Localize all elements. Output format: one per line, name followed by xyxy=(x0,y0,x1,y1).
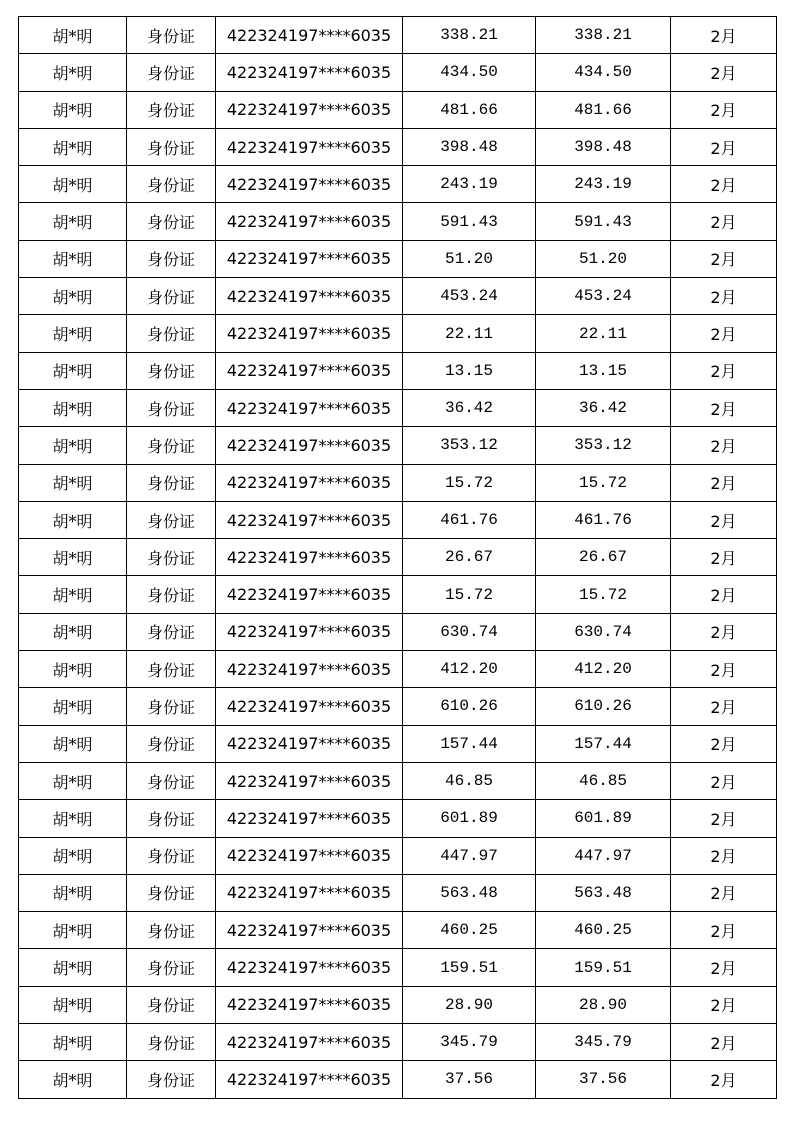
paid-amount-cell: 630.74 xyxy=(536,613,671,650)
id-type-cell: 身份证 xyxy=(127,240,216,277)
name-cell: 胡*明 xyxy=(19,986,127,1023)
month-cell: 2月 xyxy=(671,576,777,613)
name-cell: 胡*明 xyxy=(19,464,127,501)
month-cell: 2月 xyxy=(671,651,777,688)
paid-amount-cell: 15.72 xyxy=(536,464,671,501)
month-cell: 2月 xyxy=(671,464,777,501)
table-row xyxy=(19,762,777,799)
amount-cell: 353.12 xyxy=(403,427,536,464)
month-cell: 2月 xyxy=(671,912,777,949)
name-cell: 胡*明 xyxy=(19,651,127,688)
name-cell: 胡*明 xyxy=(19,874,127,911)
name-cell: 胡*明 xyxy=(19,576,127,613)
paid-amount-cell: 345.79 xyxy=(536,1024,671,1061)
paid-amount-cell: 461.76 xyxy=(536,501,671,538)
id-type-cell: 身份证 xyxy=(127,725,216,762)
name-cell: 胡*明 xyxy=(19,837,127,874)
id-type-cell: 身份证 xyxy=(127,912,216,949)
month-cell: 2月 xyxy=(671,1061,777,1098)
id-type-cell: 身份证 xyxy=(127,352,216,389)
id-type-cell: 身份证 xyxy=(127,874,216,911)
id-type-cell: 身份证 xyxy=(127,539,216,576)
paid-amount-cell: 447.97 xyxy=(536,837,671,874)
name-cell: 胡*明 xyxy=(19,278,127,315)
id-type-cell: 身份证 xyxy=(127,688,216,725)
id-type-cell: 身份证 xyxy=(127,1061,216,1098)
table-row xyxy=(19,128,777,165)
id-number-cell: 422324197****6035 xyxy=(216,427,403,464)
table-row xyxy=(19,986,777,1023)
amount-cell: 460.25 xyxy=(403,912,536,949)
amount-cell: 434.50 xyxy=(403,54,536,91)
payment-table xyxy=(18,16,777,1099)
id-type-cell: 身份证 xyxy=(127,837,216,874)
id-number-cell: 422324197****6035 xyxy=(216,837,403,874)
paid-amount-cell: 51.20 xyxy=(536,240,671,277)
paid-amount-cell: 434.50 xyxy=(536,54,671,91)
paid-amount-cell: 398.48 xyxy=(536,128,671,165)
id-number-cell: 422324197****6035 xyxy=(216,539,403,576)
month-cell: 2月 xyxy=(671,91,777,128)
name-cell: 胡*明 xyxy=(19,501,127,538)
paid-amount-cell: 37.56 xyxy=(536,1061,671,1098)
amount-cell: 601.89 xyxy=(403,800,536,837)
id-number-cell: 422324197****6035 xyxy=(216,17,403,54)
amount-cell: 461.76 xyxy=(403,501,536,538)
id-type-cell: 身份证 xyxy=(127,128,216,165)
name-cell: 胡*明 xyxy=(19,613,127,650)
amount-cell: 157.44 xyxy=(403,725,536,762)
month-cell: 2月 xyxy=(671,800,777,837)
name-cell: 胡*明 xyxy=(19,352,127,389)
month-cell: 2月 xyxy=(671,986,777,1023)
name-cell: 胡*明 xyxy=(19,17,127,54)
id-number-cell: 422324197****6035 xyxy=(216,1024,403,1061)
id-number-cell: 422324197****6035 xyxy=(216,800,403,837)
id-type-cell: 身份证 xyxy=(127,762,216,799)
amount-cell: 412.20 xyxy=(403,651,536,688)
name-cell: 胡*明 xyxy=(19,688,127,725)
id-type-cell: 身份证 xyxy=(127,613,216,650)
paid-amount-cell: 353.12 xyxy=(536,427,671,464)
id-type-cell: 身份证 xyxy=(127,501,216,538)
paid-amount-cell: 157.44 xyxy=(536,725,671,762)
paid-amount-cell: 481.66 xyxy=(536,91,671,128)
paid-amount-cell: 412.20 xyxy=(536,651,671,688)
paid-amount-cell: 13.15 xyxy=(536,352,671,389)
table-row xyxy=(19,725,777,762)
id-type-cell: 身份证 xyxy=(127,17,216,54)
table-row xyxy=(19,874,777,911)
table-row xyxy=(19,352,777,389)
month-cell: 2月 xyxy=(671,725,777,762)
name-cell: 胡*明 xyxy=(19,1024,127,1061)
table-row xyxy=(19,54,777,91)
month-cell: 2月 xyxy=(671,539,777,576)
name-cell: 胡*明 xyxy=(19,54,127,91)
id-type-cell: 身份证 xyxy=(127,278,216,315)
month-cell: 2月 xyxy=(671,203,777,240)
table-row xyxy=(19,315,777,352)
month-cell: 2月 xyxy=(671,427,777,464)
id-number-cell: 422324197****6035 xyxy=(216,240,403,277)
table-row xyxy=(19,539,777,576)
table-row xyxy=(19,464,777,501)
id-type-cell: 身份证 xyxy=(127,1024,216,1061)
name-cell: 胡*明 xyxy=(19,166,127,203)
amount-cell: 22.11 xyxy=(403,315,536,352)
id-number-cell: 422324197****6035 xyxy=(216,762,403,799)
id-number-cell: 422324197****6035 xyxy=(216,278,403,315)
amount-cell: 345.79 xyxy=(403,1024,536,1061)
amount-cell: 36.42 xyxy=(403,389,536,426)
month-cell: 2月 xyxy=(671,1024,777,1061)
amount-cell: 610.26 xyxy=(403,688,536,725)
id-number-cell: 422324197****6035 xyxy=(216,688,403,725)
name-cell: 胡*明 xyxy=(19,912,127,949)
table-row xyxy=(19,240,777,277)
id-type-cell: 身份证 xyxy=(127,91,216,128)
paid-amount-cell: 453.24 xyxy=(536,278,671,315)
id-number-cell: 422324197****6035 xyxy=(216,912,403,949)
amount-cell: 338.21 xyxy=(403,17,536,54)
id-type-cell: 身份证 xyxy=(127,800,216,837)
amount-cell: 591.43 xyxy=(403,203,536,240)
id-number-cell: 422324197****6035 xyxy=(216,91,403,128)
month-cell: 2月 xyxy=(671,501,777,538)
month-cell: 2月 xyxy=(671,762,777,799)
month-cell: 2月 xyxy=(671,874,777,911)
id-type-cell: 身份证 xyxy=(127,651,216,688)
name-cell: 胡*明 xyxy=(19,762,127,799)
month-cell: 2月 xyxy=(671,949,777,986)
paid-amount-cell: 46.85 xyxy=(536,762,671,799)
table-row xyxy=(19,203,777,240)
month-cell: 2月 xyxy=(671,278,777,315)
name-cell: 胡*明 xyxy=(19,800,127,837)
id-type-cell: 身份证 xyxy=(127,576,216,613)
name-cell: 胡*明 xyxy=(19,240,127,277)
paid-amount-cell: 460.25 xyxy=(536,912,671,949)
month-cell: 2月 xyxy=(671,389,777,426)
name-cell: 胡*明 xyxy=(19,725,127,762)
table-body xyxy=(19,17,777,1099)
amount-cell: 398.48 xyxy=(403,128,536,165)
table-row xyxy=(19,688,777,725)
id-type-cell: 身份证 xyxy=(127,54,216,91)
name-cell: 胡*明 xyxy=(19,128,127,165)
paid-amount-cell: 28.90 xyxy=(536,986,671,1023)
id-number-cell: 422324197****6035 xyxy=(216,949,403,986)
id-type-cell: 身份证 xyxy=(127,389,216,426)
table-row xyxy=(19,166,777,203)
month-cell: 2月 xyxy=(671,128,777,165)
amount-cell: 453.24 xyxy=(403,278,536,315)
paid-amount-cell: 563.48 xyxy=(536,874,671,911)
paid-amount-cell: 26.67 xyxy=(536,539,671,576)
table-row xyxy=(19,613,777,650)
name-cell: 胡*明 xyxy=(19,1061,127,1098)
month-cell: 2月 xyxy=(671,240,777,277)
name-cell: 胡*明 xyxy=(19,315,127,352)
table-row xyxy=(19,837,777,874)
id-type-cell: 身份证 xyxy=(127,427,216,464)
id-number-cell: 422324197****6035 xyxy=(216,874,403,911)
document-page xyxy=(18,16,776,1099)
amount-cell: 630.74 xyxy=(403,613,536,650)
table-row xyxy=(19,651,777,688)
id-number-cell: 422324197****6035 xyxy=(216,352,403,389)
month-cell: 2月 xyxy=(671,54,777,91)
amount-cell: 37.56 xyxy=(403,1061,536,1098)
id-number-cell: 422324197****6035 xyxy=(216,613,403,650)
id-number-cell: 422324197****6035 xyxy=(216,54,403,91)
table-row xyxy=(19,1024,777,1061)
paid-amount-cell: 601.89 xyxy=(536,800,671,837)
month-cell: 2月 xyxy=(671,613,777,650)
name-cell: 胡*明 xyxy=(19,949,127,986)
id-number-cell: 422324197****6035 xyxy=(216,128,403,165)
id-type-cell: 身份证 xyxy=(127,166,216,203)
table-row xyxy=(19,91,777,128)
month-cell: 2月 xyxy=(671,315,777,352)
month-cell: 2月 xyxy=(671,352,777,389)
table-row xyxy=(19,501,777,538)
table-row xyxy=(19,1061,777,1098)
id-number-cell: 422324197****6035 xyxy=(216,315,403,352)
id-number-cell: 422324197****6035 xyxy=(216,651,403,688)
name-cell: 胡*明 xyxy=(19,389,127,426)
amount-cell: 28.90 xyxy=(403,986,536,1023)
name-cell: 胡*明 xyxy=(19,427,127,464)
table-row xyxy=(19,800,777,837)
amount-cell: 563.48 xyxy=(403,874,536,911)
table-row xyxy=(19,278,777,315)
table-row xyxy=(19,427,777,464)
amount-cell: 26.67 xyxy=(403,539,536,576)
month-cell: 2月 xyxy=(671,837,777,874)
id-number-cell: 422324197****6035 xyxy=(216,166,403,203)
table-row xyxy=(19,576,777,613)
table-row xyxy=(19,912,777,949)
amount-cell: 447.97 xyxy=(403,837,536,874)
amount-cell: 15.72 xyxy=(403,464,536,501)
id-number-cell: 422324197****6035 xyxy=(216,203,403,240)
amount-cell: 51.20 xyxy=(403,240,536,277)
paid-amount-cell: 591.43 xyxy=(536,203,671,240)
id-type-cell: 身份证 xyxy=(127,203,216,240)
amount-cell: 15.72 xyxy=(403,576,536,613)
paid-amount-cell: 243.19 xyxy=(536,166,671,203)
id-type-cell: 身份证 xyxy=(127,986,216,1023)
table-row xyxy=(19,389,777,426)
id-number-cell: 422324197****6035 xyxy=(216,464,403,501)
id-number-cell: 422324197****6035 xyxy=(216,986,403,1023)
id-number-cell: 422324197****6035 xyxy=(216,725,403,762)
id-number-cell: 422324197****6035 xyxy=(216,1061,403,1098)
paid-amount-cell: 15.72 xyxy=(536,576,671,613)
paid-amount-cell: 610.26 xyxy=(536,688,671,725)
paid-amount-cell: 159.51 xyxy=(536,949,671,986)
month-cell: 2月 xyxy=(671,17,777,54)
paid-amount-cell: 22.11 xyxy=(536,315,671,352)
amount-cell: 481.66 xyxy=(403,91,536,128)
id-type-cell: 身份证 xyxy=(127,464,216,501)
name-cell: 胡*明 xyxy=(19,203,127,240)
paid-amount-cell: 338.21 xyxy=(536,17,671,54)
month-cell: 2月 xyxy=(671,166,777,203)
id-type-cell: 身份证 xyxy=(127,315,216,352)
id-type-cell: 身份证 xyxy=(127,949,216,986)
amount-cell: 243.19 xyxy=(403,166,536,203)
table-row xyxy=(19,949,777,986)
name-cell: 胡*明 xyxy=(19,539,127,576)
name-cell: 胡*明 xyxy=(19,91,127,128)
month-cell: 2月 xyxy=(671,688,777,725)
amount-cell: 159.51 xyxy=(403,949,536,986)
id-number-cell: 422324197****6035 xyxy=(216,501,403,538)
id-number-cell: 422324197****6035 xyxy=(216,576,403,613)
paid-amount-cell: 36.42 xyxy=(536,389,671,426)
amount-cell: 13.15 xyxy=(403,352,536,389)
id-number-cell: 422324197****6035 xyxy=(216,389,403,426)
table-row xyxy=(19,17,777,54)
amount-cell: 46.85 xyxy=(403,762,536,799)
